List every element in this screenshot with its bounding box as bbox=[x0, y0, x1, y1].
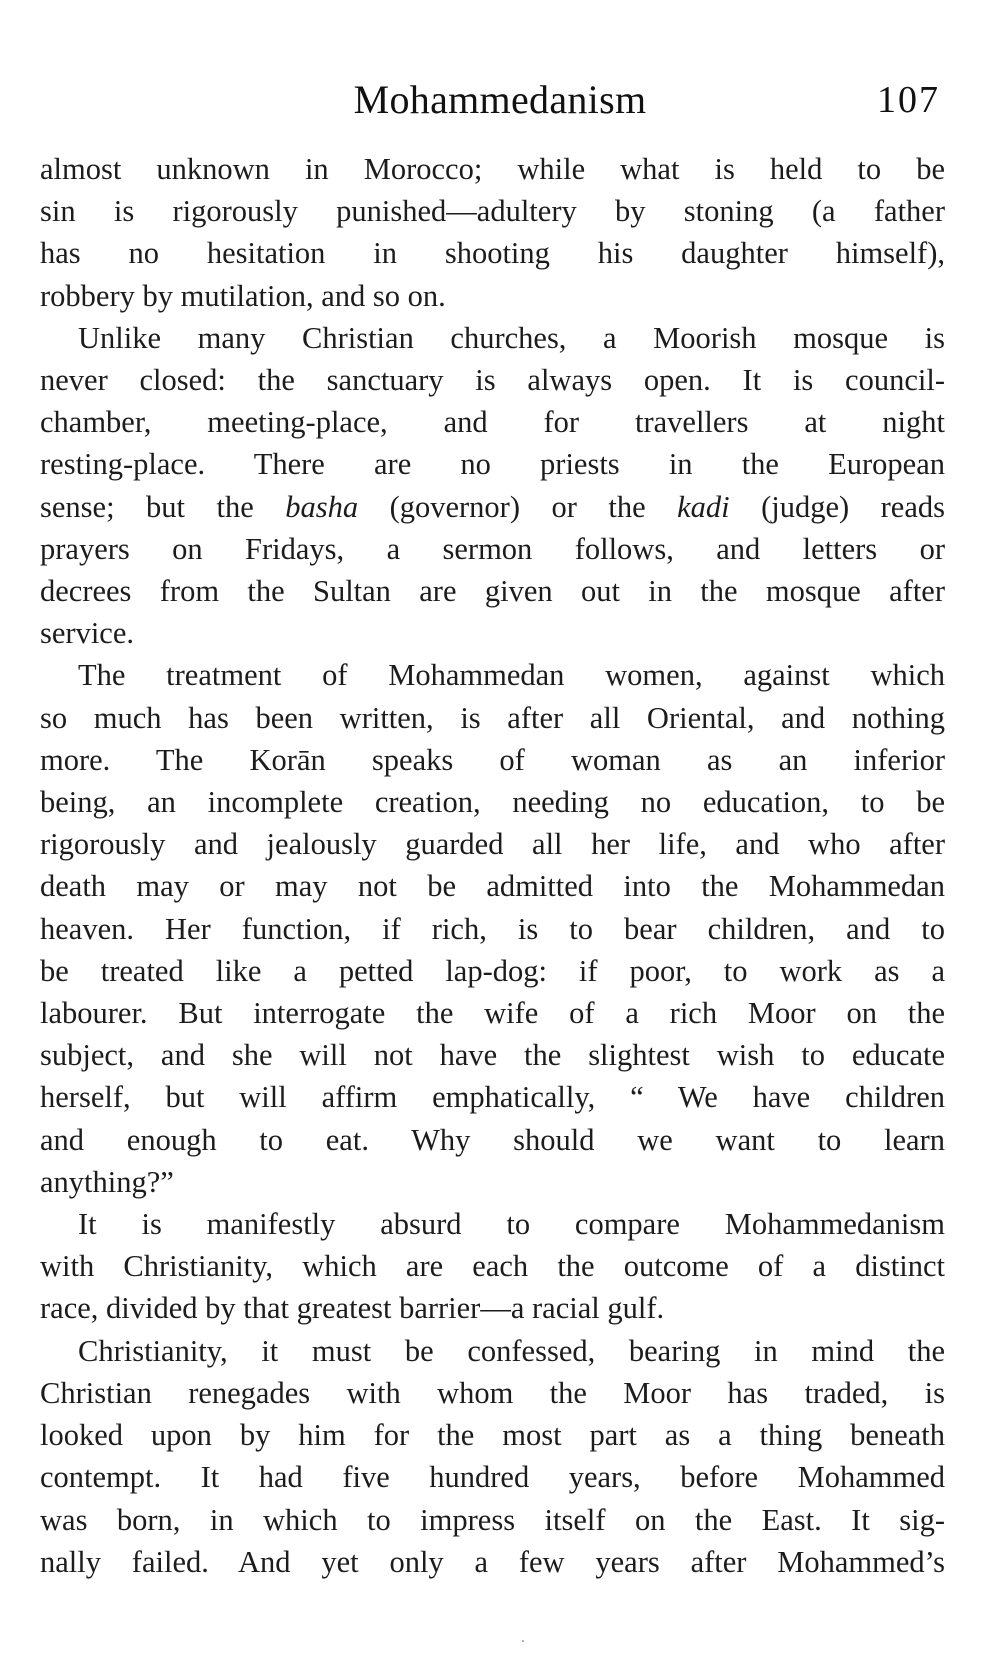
text-line: chamber, meeting-place, and for travellers at night bbox=[40, 405, 945, 440]
text-line: sin is rigorously punished—adultery by stoning (a father bbox=[40, 194, 945, 229]
text-line: looked upon by him for the most part as a thing beneath bbox=[40, 1418, 945, 1453]
body-text bbox=[40, 148, 945, 1583]
text-line: robbery by mutilation, and so on. bbox=[40, 278, 446, 313]
text-line: It is manifestly absurd to compare Mohammedanism bbox=[78, 1207, 945, 1242]
text-line-with-italics bbox=[40, 486, 945, 528]
text-line: subject, and she will not have the slightest wish to educate bbox=[40, 1038, 945, 1073]
paper-speck bbox=[522, 1640, 524, 1642]
text-line: labourer. But interrogate the wife of a rich Moor on the bbox=[40, 996, 945, 1031]
running-title: Mohammedanism bbox=[353, 77, 647, 122]
text-line: decrees from the Sultan are given out in the mosque after bbox=[40, 574, 945, 609]
text-line: was born, in which to impress itself on the East. It sig- bbox=[40, 1502, 945, 1537]
text-line: nally failed. And yet only a few years after Mohammed’s bbox=[40, 1544, 945, 1579]
text-line: Christianity, it must be confessed, bearing in mind the bbox=[78, 1333, 945, 1368]
paragraph-4 bbox=[40, 1203, 945, 1330]
text-line: almost unknown in Morocco; while what is held to be bbox=[40, 152, 945, 186]
text-line: never closed: the sanctuary is always open. It is council- bbox=[40, 363, 945, 398]
paragraph-1 bbox=[40, 148, 945, 317]
text-line: race, divided by that greatest barrier—a racial gulf. bbox=[40, 1291, 665, 1326]
italic-term-basha: basha bbox=[285, 489, 359, 524]
text-line: resting-place. There are no priests in the European bbox=[40, 447, 945, 482]
text-fragment: sense; but the bbox=[40, 489, 286, 524]
text-line: being, an incomplete creation, needing no education, to be bbox=[40, 785, 945, 820]
page-number: 107 bbox=[877, 79, 940, 121]
paragraph-5 bbox=[40, 1330, 945, 1583]
text-line: contempt. It had five hundred years, before Mohammed bbox=[40, 1460, 945, 1495]
text-line: and enough to eat. Why should we want to learn bbox=[40, 1122, 945, 1157]
text-line: Unlike many Christian churches, a Moorish mosque is bbox=[78, 320, 945, 355]
text-line: be treated like a petted lap-dog: if poor, to work as a bbox=[40, 953, 945, 988]
text-line: prayers on Fridays, a sermon follows, and letters or bbox=[40, 531, 945, 566]
text-line: anything?” bbox=[40, 1164, 174, 1199]
text-line: service. bbox=[40, 616, 134, 651]
text-line: heaven. Her function, if rich, is to bear children, and to bbox=[40, 911, 945, 946]
running-head bbox=[0, 72, 1000, 128]
text-line: so much has been written, is after all Oriental, and nothing bbox=[40, 700, 945, 735]
text-fragment: (governor) or the bbox=[358, 489, 678, 524]
text-line: death may or may not be admitted into the Mohammedan bbox=[40, 869, 945, 904]
text-line: Christian renegades with whom the Moor has traded, is bbox=[40, 1375, 945, 1410]
text-fragment: (judge) reads bbox=[729, 489, 945, 524]
text-line: with Christianity, which are each the outcome of a distinct bbox=[40, 1249, 945, 1284]
text-line: rigorously and jealously guarded all her life, and who after bbox=[40, 827, 945, 862]
text-line: has no hesitation in shooting his daughter himself), bbox=[40, 236, 945, 271]
paragraph-2 bbox=[40, 317, 945, 655]
paragraph-3 bbox=[40, 654, 945, 1203]
text-line: herself, but will affirm emphatically, “ We have children bbox=[40, 1080, 945, 1115]
text-line: more. The Korān speaks of woman as an inferior bbox=[40, 742, 945, 777]
italic-term-kadi: kadi bbox=[677, 489, 730, 524]
text-line: The treatment of Mohammedan women, against which bbox=[78, 658, 945, 693]
